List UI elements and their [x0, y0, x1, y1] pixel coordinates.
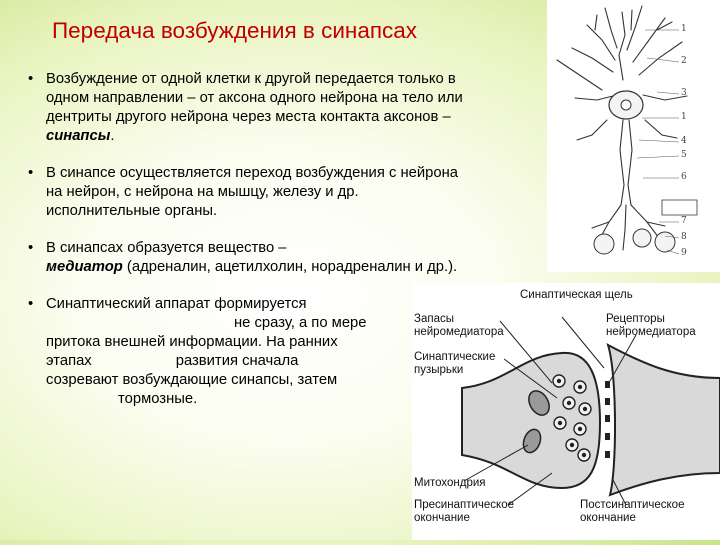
neuron-illustration	[547, 0, 720, 272]
neuron-number: 5	[681, 150, 687, 160]
label-receptors: Рецепторы нейромедиатора	[606, 313, 696, 338]
bullet-1-end: .	[110, 128, 115, 144]
label-mitochondria: Митохондрия	[414, 477, 486, 489]
bullet-4-line-4b: развития сначала	[175, 353, 299, 369]
bullet-3	[28, 239, 468, 277]
neuron-number: 6	[681, 172, 687, 182]
neuron-number: 3	[681, 88, 687, 98]
bullet-3-post: (адреналин, ацетилхолин, норадреналин и др.).	[122, 259, 458, 275]
neuron-number: 9	[681, 248, 687, 258]
neuron-number: 1	[681, 112, 687, 122]
label-transmitter-stores: Запасы нейромедиатора	[414, 313, 504, 338]
neuron-number: 2	[681, 56, 687, 66]
bullet-2-text: В синапсе осуществляется переход возбуждения с нейрона на нейрон, с нейрона на мышцу, железу и др. исполнительные органы.	[46, 165, 458, 219]
bullet-4-line-5: созревают возбуждающие синапсы, затем	[46, 372, 338, 388]
bullet-list	[28, 70, 468, 427]
label-synaptic-vesicles: Синаптические пузырьки	[414, 351, 496, 376]
bullet-3-pre: В синапсах образуется вещество –	[46, 240, 287, 256]
bullet-4-line-2: не сразу, а по мере	[234, 315, 367, 331]
label-postsynaptic: Постсинаптическое окончание	[580, 499, 685, 524]
neuron-number: 4	[681, 136, 687, 146]
neuron-number: 8	[681, 232, 687, 242]
label-presynaptic: Пресинаптическое окончание	[414, 499, 514, 524]
bullet-1-text: Возбуждение от одной клетки к другой передается только в одном направлении – от аксона одного нейрона на тело или дентриты другого нейрона через места контакта аксонов –	[46, 71, 463, 125]
bullet-1-emphasis: синапсы	[46, 128, 111, 144]
bullet-4-line-3: притока внешней информации. На ранних	[46, 334, 338, 350]
bullet-4-line-1: Синаптический аппарат формируется	[46, 296, 307, 312]
bullet-2	[28, 164, 468, 221]
neuron-drawing	[547, 0, 720, 272]
bullet-4	[28, 295, 468, 409]
bullet-1	[28, 70, 468, 146]
slide-title: Передача возбуждения в синапсах	[52, 18, 418, 43]
label-synaptic-cleft: Синаптическая щель	[520, 289, 633, 301]
bullet-3-emphasis: медиатор	[46, 259, 123, 275]
bullet-4-line-6: тормозные.	[118, 391, 198, 407]
synapse-illustration	[412, 283, 720, 540]
bullet-4-line-4a: этапах	[46, 353, 92, 369]
neuron-number: 1	[681, 24, 687, 34]
neuron-number: 7	[681, 216, 687, 226]
